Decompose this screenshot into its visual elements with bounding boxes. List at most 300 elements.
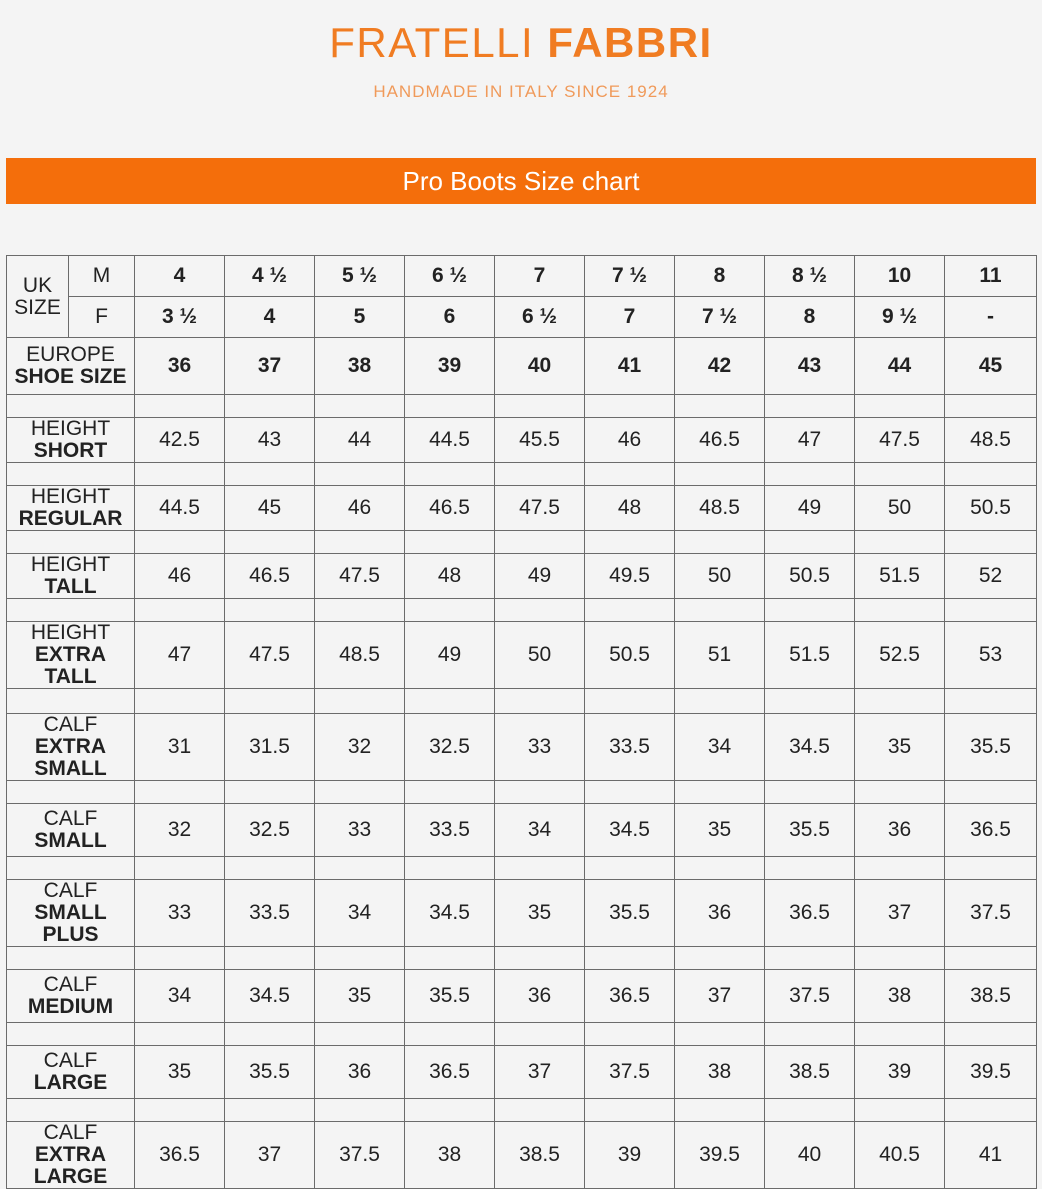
spacer-cell [135,689,225,714]
size-value-cell: 40 [495,338,585,395]
size-value-cell: 50 [495,622,585,689]
size-value-cell: 4 [225,297,315,338]
size-value-cell: 51.5 [765,622,855,689]
row-label-line1: CALF [43,1049,98,1072]
size-value-cell: 33 [495,714,585,781]
size-value-cell: 7 ½ [585,256,675,297]
spacer-cell [675,947,765,970]
size-value-cell: 37 [675,970,765,1023]
size-value-cell: 37.5 [945,880,1037,947]
size-value-cell: 10 [855,256,945,297]
size-value-cell: 34 [315,880,405,947]
row-label-line2: SHORT [33,439,108,462]
spacer-cell [405,1099,495,1122]
size-value-cell: 46 [315,486,405,531]
size-value-cell: 37 [225,338,315,395]
size-value-cell: 38.5 [495,1122,585,1189]
spacer-cell [495,463,585,486]
size-value-cell: 44 [315,418,405,463]
measurement-row [7,418,1037,463]
row-label-line1: HEIGHT [30,485,111,508]
spacer-cell [855,857,945,880]
spacer-cell [225,1099,315,1122]
row-label [7,804,135,857]
row-label-line1: CALF [43,973,98,996]
spacer-cell [495,1099,585,1122]
size-value-cell: 47.5 [225,622,315,689]
size-value-cell: 35.5 [585,880,675,947]
spacer-cell [135,1099,225,1122]
spacer-cell [585,1099,675,1122]
size-value-cell: 50.5 [765,554,855,599]
size-value-cell: 48.5 [675,486,765,531]
spacer-cell [855,599,945,622]
size-value-cell: - [945,297,1037,338]
spacer-row [7,689,1037,714]
size-value-cell: 45.5 [495,418,585,463]
size-value-cell: 3 ½ [135,297,225,338]
measurement-row [7,804,1037,857]
size-value-cell: 32 [135,804,225,857]
spacer-cell [135,857,225,880]
spacer-cell [135,395,225,418]
spacer-cell [405,689,495,714]
size-value-cell: 32.5 [405,714,495,781]
spacer-cell [585,689,675,714]
spacer-row [7,463,1037,486]
spacer-cell [585,463,675,486]
spacer-row [7,781,1037,804]
spacer-cell [765,599,855,622]
row-label-line1: CALF [43,807,98,830]
spacer-cell [405,599,495,622]
size-value-cell: 36 [855,804,945,857]
brand-tagline: HANDMADE IN ITALY SINCE 1924 [373,82,669,101]
measurement-row [7,880,1037,947]
spacer-cell [675,1099,765,1122]
size-value-cell: 43 [225,418,315,463]
spacer-cell [945,463,1037,486]
size-value-cell: 41 [945,1122,1037,1189]
size-value-cell: 6 ½ [495,297,585,338]
spacer-cell [405,857,495,880]
size-value-cell: 7 [585,297,675,338]
size-value-cell: 39.5 [945,1046,1037,1099]
size-value-cell: 46 [135,554,225,599]
brand-name-bold: FABBRI [547,19,713,66]
size-value-cell: 42 [675,338,765,395]
size-value-cell: 52.5 [855,622,945,689]
size-value-cell: 49.5 [585,554,675,599]
row-label [7,1046,135,1099]
size-value-cell: 34.5 [405,880,495,947]
measurement-row [7,486,1037,531]
size-value-cell: 36 [135,338,225,395]
row-label-line2: EXTRA SMALL [34,735,107,780]
spacer-cell [225,781,315,804]
size-value-cell: 50.5 [945,486,1037,531]
europe-row [7,338,1037,395]
spacer-cell [135,599,225,622]
size-value-cell: 36.5 [765,880,855,947]
row-label-line1: HEIGHT [30,553,111,576]
uk-m-row [7,256,1037,297]
spacer-cell [495,395,585,418]
spacer-cell [405,395,495,418]
size-value-cell: 38 [315,338,405,395]
size-value-cell: 43 [765,338,855,395]
spacer-cell [225,395,315,418]
spacer-cell [7,947,135,970]
europe-label [7,338,135,395]
measurement-row [7,622,1037,689]
size-value-cell: 37 [225,1122,315,1189]
uk-size-label [7,256,69,338]
size-value-cell: 34 [675,714,765,781]
size-value-cell: 47 [135,622,225,689]
size-value-cell: 11 [945,256,1037,297]
spacer-cell [945,395,1037,418]
spacer-cell [225,531,315,554]
brand-logo [0,19,1042,66]
size-value-cell: 47.5 [495,486,585,531]
size-value-cell: 53 [945,622,1037,689]
size-value-cell: 44 [855,338,945,395]
uk-label-line1: UK [22,273,53,297]
row-label-line1: HEIGHT [30,417,111,440]
spacer-cell [765,395,855,418]
uk-m-label: M [69,256,135,297]
row-label [7,554,135,599]
spacer-cell [135,947,225,970]
size-value-cell: 39 [855,1046,945,1099]
brand-name-light: FRATELLI [329,19,535,66]
size-value-cell: 51 [675,622,765,689]
size-value-cell: 46.5 [225,554,315,599]
size-value-cell: 8 [675,256,765,297]
size-value-cell: 38 [675,1046,765,1099]
row-label-line2: MEDIUM [27,995,114,1018]
size-value-cell: 34.5 [585,804,675,857]
spacer-cell [585,857,675,880]
size-value-cell: 39 [585,1122,675,1189]
size-value-cell: 33.5 [225,880,315,947]
size-value-cell: 40 [765,1122,855,1189]
spacer-cell [7,857,135,880]
spacer-cell [765,947,855,970]
size-value-cell: 35.5 [225,1046,315,1099]
spacer-cell [7,689,135,714]
size-value-cell: 36 [675,880,765,947]
size-value-cell: 5 [315,297,405,338]
size-value-cell: 34.5 [765,714,855,781]
uk-label-line2: SIZE [14,295,61,319]
size-value-cell: 38.5 [765,1046,855,1099]
spacer-cell [765,531,855,554]
spacer-row [7,1023,1037,1046]
size-value-cell: 37 [855,880,945,947]
size-value-cell: 33.5 [405,804,495,857]
size-value-cell: 6 ½ [405,256,495,297]
size-value-cell: 5 ½ [315,256,405,297]
spacer-cell [405,947,495,970]
size-value-cell: 49 [765,486,855,531]
spacer-row [7,947,1037,970]
size-value-cell: 32 [315,714,405,781]
spacer-cell [945,781,1037,804]
spacer-cell [315,599,405,622]
spacer-cell [405,781,495,804]
size-value-cell: 44.5 [135,486,225,531]
chart-title-banner: Pro Boots Size chart [6,158,1036,204]
size-value-cell: 31 [135,714,225,781]
size-value-cell: 4 ½ [225,256,315,297]
size-value-cell: 35 [135,1046,225,1099]
spacer-cell [315,1023,405,1046]
spacer-cell [7,1023,135,1046]
spacer-cell [675,531,765,554]
spacer-cell [945,531,1037,554]
size-value-cell: 39 [405,338,495,395]
measurement-row [7,714,1037,781]
spacer-cell [585,395,675,418]
size-value-cell: 4 [135,256,225,297]
uk-f-label: F [69,297,135,338]
spacer-cell [765,1099,855,1122]
spacer-cell [945,947,1037,970]
size-value-cell: 50 [855,486,945,531]
size-value-cell: 47.5 [855,418,945,463]
size-value-cell: 48 [585,486,675,531]
size-value-cell: 36.5 [135,1122,225,1189]
spacer-cell [855,1023,945,1046]
spacer-cell [225,947,315,970]
row-label [7,880,135,947]
size-value-cell: 49 [495,554,585,599]
size-value-cell: 41 [585,338,675,395]
spacer-cell [855,781,945,804]
size-value-cell: 35.5 [405,970,495,1023]
row-label [7,622,135,689]
spacer-cell [855,947,945,970]
spacer-cell [585,947,675,970]
spacer-cell [675,599,765,622]
spacer-cell [7,781,135,804]
spacer-cell [315,857,405,880]
row-label-line2: REGULAR [18,507,123,530]
uk-f-row [7,297,1037,338]
spacer-cell [225,1023,315,1046]
row-label [7,486,135,531]
spacer-cell [315,689,405,714]
size-value-cell: 8 [765,297,855,338]
size-value-cell: 6 [405,297,495,338]
spacer-cell [315,531,405,554]
size-value-cell: 38.5 [945,970,1037,1023]
size-value-cell: 9 ½ [855,297,945,338]
size-value-cell: 35 [855,714,945,781]
size-value-cell: 39.5 [675,1122,765,1189]
size-value-cell: 42.5 [135,418,225,463]
size-value-cell: 34.5 [225,970,315,1023]
row-label-line2: EXTRA LARGE [33,1143,108,1188]
spacer-cell [135,463,225,486]
spacer-cell [495,781,585,804]
size-value-cell: 45 [945,338,1037,395]
size-value-cell: 48.5 [315,622,405,689]
size-value-cell: 44.5 [405,418,495,463]
size-value-cell: 46 [585,418,675,463]
spacer-cell [495,857,585,880]
row-label-line2: EXTRA TALL [34,643,107,688]
spacer-cell [495,947,585,970]
size-value-cell: 50 [675,554,765,599]
spacer-cell [495,1023,585,1046]
size-value-cell: 46.5 [675,418,765,463]
spacer-cell [315,395,405,418]
measurement-row [7,1122,1037,1189]
spacer-cell [855,463,945,486]
size-value-cell: 35 [675,804,765,857]
size-value-cell: 37.5 [765,970,855,1023]
spacer-cell [315,947,405,970]
spacer-cell [675,463,765,486]
spacer-cell [405,531,495,554]
size-value-cell: 38 [405,1122,495,1189]
spacer-cell [135,781,225,804]
spacer-cell [945,689,1037,714]
spacer-cell [7,463,135,486]
size-value-cell: 45 [225,486,315,531]
size-value-cell: 35 [495,880,585,947]
size-value-cell: 35.5 [765,804,855,857]
size-value-cell: 38 [855,970,945,1023]
row-label [7,1122,135,1189]
measurement-row [7,554,1037,599]
spacer-row [7,1099,1037,1122]
spacer-cell [675,781,765,804]
size-value-cell: 37.5 [315,1122,405,1189]
spacer-cell [855,1099,945,1122]
spacer-cell [765,463,855,486]
spacer-cell [7,531,135,554]
spacer-cell [315,1099,405,1122]
spacer-cell [675,395,765,418]
row-label [7,970,135,1023]
spacer-cell [855,531,945,554]
spacer-cell [585,599,675,622]
spacer-row [7,857,1037,880]
size-value-cell: 36 [495,970,585,1023]
size-chart-table [6,255,1037,1189]
size-value-cell: 47 [765,418,855,463]
row-label-line2: TALL [44,575,97,598]
spacer-cell [945,599,1037,622]
spacer-cell [765,781,855,804]
row-label-line1: CALF [43,713,98,736]
size-value-cell: 34 [135,970,225,1023]
size-value-cell: 40.5 [855,1122,945,1189]
size-value-cell: 36.5 [405,1046,495,1099]
size-value-cell: 49 [405,622,495,689]
spacer-cell [495,689,585,714]
spacer-cell [765,689,855,714]
spacer-cell [675,857,765,880]
size-value-cell: 8 ½ [765,256,855,297]
spacer-cell [585,781,675,804]
spacer-cell [585,1023,675,1046]
row-label [7,418,135,463]
spacer-cell [495,599,585,622]
size-value-cell: 35 [315,970,405,1023]
size-value-cell: 48 [405,554,495,599]
spacer-cell [675,1023,765,1046]
size-value-cell: 35.5 [945,714,1037,781]
spacer-cell [225,689,315,714]
spacer-cell [405,1023,495,1046]
size-value-cell: 33 [135,880,225,947]
spacer-cell [7,395,135,418]
spacer-cell [945,857,1037,880]
size-value-cell: 7 [495,256,585,297]
spacer-cell [765,1023,855,1046]
spacer-cell [405,463,495,486]
spacer-cell [585,531,675,554]
spacer-cell [315,781,405,804]
row-label-line1: CALF [43,879,98,902]
row-label-line2: SMALL [34,829,107,852]
size-value-cell: 48.5 [945,418,1037,463]
size-value-cell: 33.5 [585,714,675,781]
spacer-cell [855,689,945,714]
spacer-cell [135,1023,225,1046]
size-value-cell: 52 [945,554,1037,599]
size-value-cell: 47.5 [315,554,405,599]
spacer-cell [7,1099,135,1122]
size-value-cell: 51.5 [855,554,945,599]
spacer-cell [495,531,585,554]
spacer-cell [225,599,315,622]
spacer-cell [135,531,225,554]
europe-label-line2: SHOE SIZE [14,365,127,388]
row-label-line2: LARGE [33,1071,108,1094]
brand-header [0,19,1042,102]
size-value-cell: 32.5 [225,804,315,857]
size-value-cell: 31.5 [225,714,315,781]
measurement-row [7,1046,1037,1099]
size-value-cell: 36.5 [945,804,1037,857]
spacer-cell [945,1023,1037,1046]
spacer-row [7,531,1037,554]
spacer-cell [855,395,945,418]
spacer-cell [945,1099,1037,1122]
row-label-line1: CALF [43,1121,98,1144]
measurement-row [7,970,1037,1023]
spacer-cell [765,857,855,880]
size-value-cell: 36 [315,1046,405,1099]
size-value-cell: 50.5 [585,622,675,689]
size-value-cell: 46.5 [405,486,495,531]
row-label-line1: HEIGHT [30,621,111,644]
spacer-cell [7,599,135,622]
spacer-row [7,599,1037,622]
row-label-line2: SMALL PLUS [34,901,107,946]
row-label [7,714,135,781]
size-value-cell: 37 [495,1046,585,1099]
spacer-row [7,395,1037,418]
spacer-cell [315,463,405,486]
spacer-cell [675,689,765,714]
